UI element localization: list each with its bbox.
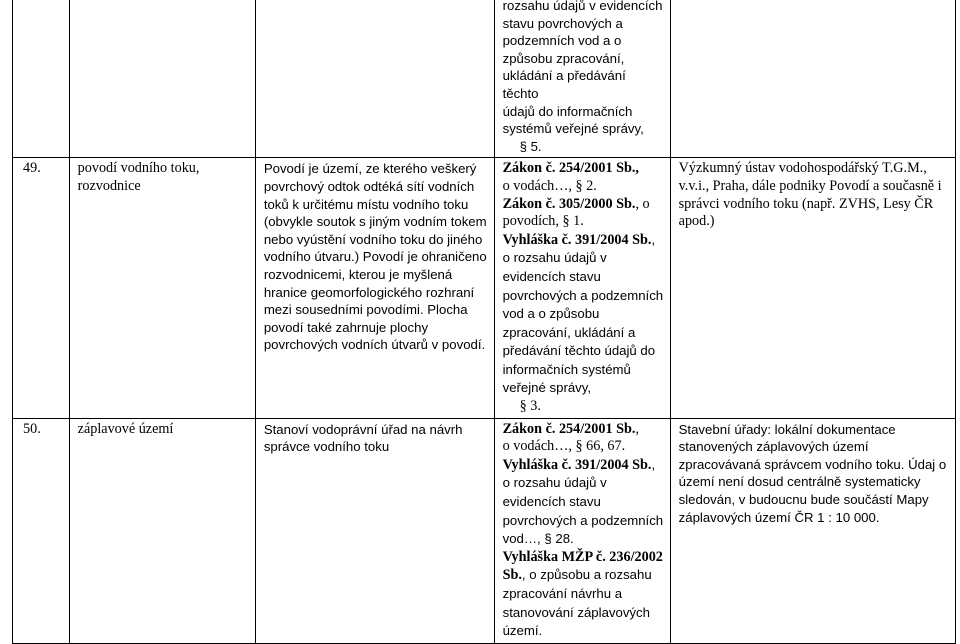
source-cell [670, 418, 955, 643]
definition-text-part: , kterou je myšlená hranice geomorfologického rozhraní mezi sousedními povodími. Plocha povodí také zahrnuje plochy povrchových vodních útvarů v povodí. [263, 266, 486, 353]
law-title: Zákon č. 254/2001 Sb., [502, 160, 639, 177]
law-line: systémů veřejné správy, [502, 121, 644, 137]
law-text: , o povodích, § 1. [502, 195, 650, 230]
term-cell-empty [69, 0, 255, 158]
definition-cell-empty [255, 0, 494, 158]
source-cell-empty [670, 0, 955, 158]
definition-text-part: je území, ze kterého veškerý povrchový odtok odtéká sítí vodních toků k určitému místu vodního toku (obvykle soutok s jiným vodním tokem nebo vyústění vodního toku do jiného vodního útvaru. [263, 161, 487, 265]
number-cell-empty [13, 0, 70, 158]
law-line: ukládání a předávání těchto [502, 68, 626, 101]
term-line: povodí vodního toku, [77, 160, 200, 177]
source-cell: Výzkumný ústav vodohospodářský T.G.M., v.v.i., Praha, dále podniky Povodí a současně i správci vodního toku (např. ZVHS, Lesy ČR apod.) [670, 158, 955, 418]
law-title: Vyhláška č. 391/2004 Sb. [502, 231, 652, 248]
term-line: rozvodnice [77, 177, 141, 194]
row-number: 49. [13, 158, 70, 418]
law-text: , o rozsahu údajů v evidencích stavu povrchových a podzemních vod…, § 28. [502, 456, 664, 547]
law-line: podzemních vod a o [502, 33, 622, 49]
table-row-continuation [13, 0, 956, 158]
law-paragraph: § 5. [519, 138, 542, 154]
law-cell [494, 418, 670, 643]
table-row-50 [13, 418, 956, 643]
law-text: , o způsobu a rozsahu zpracování návrhu a stanovování záplavových území. [502, 567, 652, 639]
glossary-table [12, 0, 956, 644]
definition-text: Stanoví vodoprávní úřad na návrh správce vodního toku [263, 421, 463, 455]
law-line: způsobu zpracování, [502, 50, 625, 66]
law-title: Zákon č. 305/2000 Sb. [502, 195, 636, 212]
law-continuation-lines [503, 0, 665, 155]
term-cell: záplavové území [69, 418, 255, 643]
row-number: 50. [13, 418, 70, 643]
law-paragraph: § 3. [519, 398, 541, 415]
definition-text [264, 160, 489, 354]
law-line: rozsahu údajů v evidencích [502, 0, 663, 13]
law-text: , [635, 420, 639, 437]
table-row-49 [13, 158, 956, 418]
definition-cell [255, 158, 494, 418]
law-text: , o rozsahu údajů v evidencích stavu povrchových a podzemních vod a o způsobu zpracování, ukládání a předávání těchto údajů do informačních systémů veřejné správy, [502, 231, 664, 396]
law-title: Vyhláška MŽP č. 236/2002 Sb. [502, 548, 663, 584]
definition-text-part: ) Povodí je ohraničeno [354, 249, 487, 265]
source-text: Stavební úřady: lokální dokumentace stanovených záplavových území zpracovávaná správcem vodního toku. Údaj o území není dosud centrálně systematicky sledován, v budoucnu bude součástí Mapy záplavových území ČR 1 : 10 000. [678, 421, 947, 525]
law-cell-continuation [494, 0, 670, 158]
law-cell [494, 158, 670, 418]
term-highlight: Povodí [263, 161, 305, 177]
term-cell [69, 158, 255, 418]
law-title: Vyhláška č. 391/2004 Sb. [502, 456, 652, 473]
law-text: o vodách…, § 2. [502, 177, 597, 194]
term-highlight: rozvodnicemi [263, 266, 342, 282]
definition-cell [255, 418, 494, 643]
law-line: stavu povrchových a [502, 15, 623, 31]
law-text: o vodách…, § 66, 67. [502, 438, 626, 455]
law-line: údajů do informačních [502, 103, 633, 119]
law-title: Zákon č. 254/2001 Sb. [502, 420, 636, 437]
